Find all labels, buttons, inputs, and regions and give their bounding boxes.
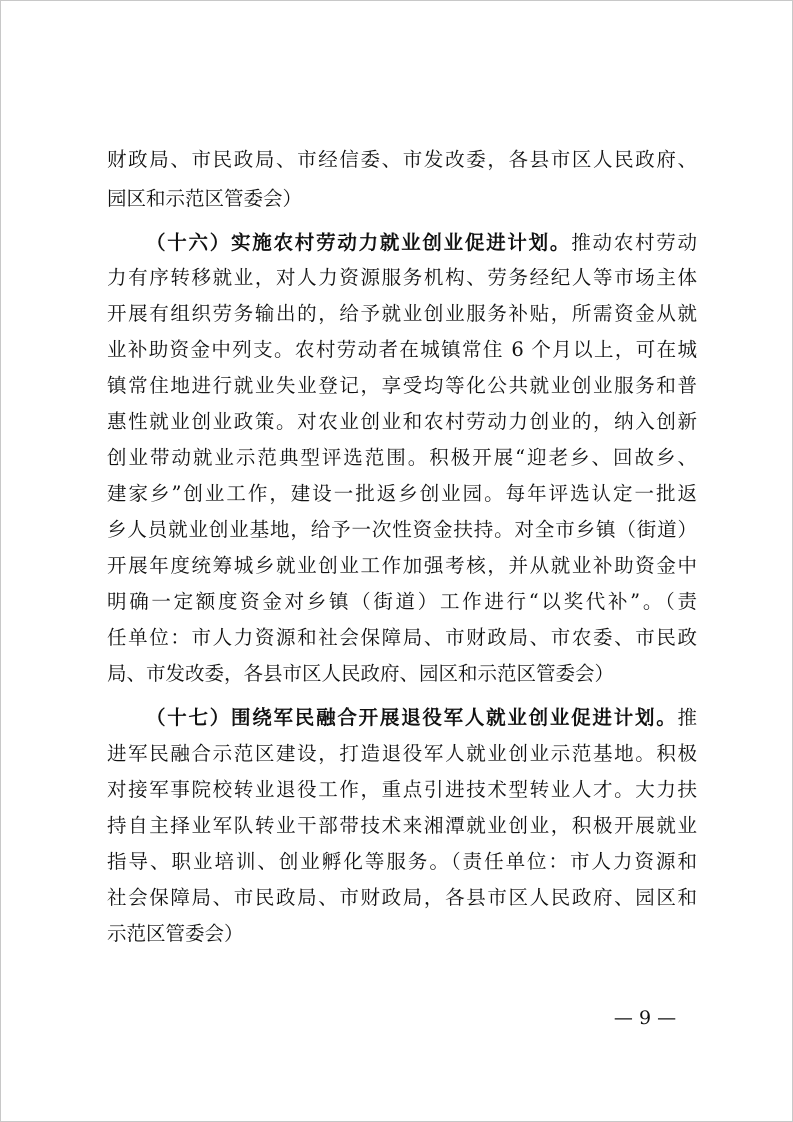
line-text: 开展年度统筹城乡就业创业工作加强考核，并从就业补助资金中 [107, 554, 697, 577]
line-text: 社会保障局、市民政局、市财政局，各县市区人民政府、园区和 [107, 886, 697, 909]
section-heading: （十七）围绕军民融合开展退役军人就业创业促进计划。 [146, 706, 678, 729]
text-line [146, 225, 697, 261]
line-text: 指导、职业培训、创业孵化等服务。（责任单位：市人力资源和 [107, 850, 697, 873]
text-line [107, 844, 697, 880]
line-text: 推 [677, 706, 697, 729]
line-text: 财政局、市民政局、市经信委、市发改委，各县市区人民政府、 [107, 148, 697, 171]
line-text: 持自主择业军队转业干部带技术来湘潭就业创业，积极开展就业 [107, 814, 697, 837]
page-number: — 9 — [613, 1007, 677, 1029]
text-line [107, 772, 697, 808]
line-text: 乡人员就业创业基地，给予一次性资金扶持。对全市乡镇（街道） [107, 518, 697, 541]
text-line [107, 620, 697, 656]
line-text: 业补助资金中列支。农村劳动者在城镇常住 6 个月以上，可在城 [107, 338, 697, 361]
text-line [107, 476, 697, 512]
line-text: 对接军事院校转业退役工作，重点引进技术型转业人才。大力扶 [107, 778, 697, 801]
line-text: 建家乡”创业工作，建设一批返乡创业园。每年评选认定一批返 [107, 482, 697, 505]
text-line [107, 736, 697, 772]
line-text: 示范区管委会） [107, 922, 244, 945]
line-text: 明确一定额度资金对乡镇（街道）工作进行“以奖代补”。（责 [107, 590, 697, 613]
text-line [107, 880, 697, 916]
text-line [107, 440, 697, 476]
text-line [107, 332, 697, 368]
line-text: 惠性就业创业政策。对农业创业和农村劳动力创业的，纳入创新 [107, 410, 697, 433]
text-line [107, 512, 697, 548]
line-text: 局、市发改委，各县市区人民政府、园区和示范区管委会） [107, 662, 615, 685]
line-text: 力有序转移就业，对人力资源服务机构、劳务经纪人等市场主体 [107, 266, 697, 289]
line-text: 任单位：市人力资源和社会保障局、市财政局、市农委、市民政 [107, 626, 697, 649]
text-line [107, 808, 697, 844]
text-line [107, 656, 697, 692]
text-line [107, 181, 697, 217]
line-text: 园区和示范区管委会） [107, 187, 303, 210]
line-text: 镇常住地进行就业失业登记，享受均等化公共就业创业服务和普 [107, 374, 697, 397]
line-text: 开展有组织劳务输出的，给予就业创业服务补贴，所需资金从就 [107, 302, 697, 325]
text-line [107, 368, 697, 404]
text-line [107, 296, 697, 332]
section-heading: （十六）实施农村劳动力就业创业促进计划。 [146, 231, 572, 254]
line-text: 创业带动就业示范典型评选范围。积极开展“迎老乡、回故乡、 [107, 446, 697, 469]
text-line [107, 548, 697, 584]
line-text: 进军民融合示范区建设，打造退役军人就业创业示范基地。积极 [107, 742, 697, 765]
text-line [107, 142, 697, 178]
text-line [107, 260, 697, 296]
text-line [107, 916, 697, 952]
text-line [107, 584, 697, 620]
line-text: 推动农村劳动 [571, 231, 697, 254]
text-line [107, 404, 697, 440]
text-line [146, 700, 697, 736]
